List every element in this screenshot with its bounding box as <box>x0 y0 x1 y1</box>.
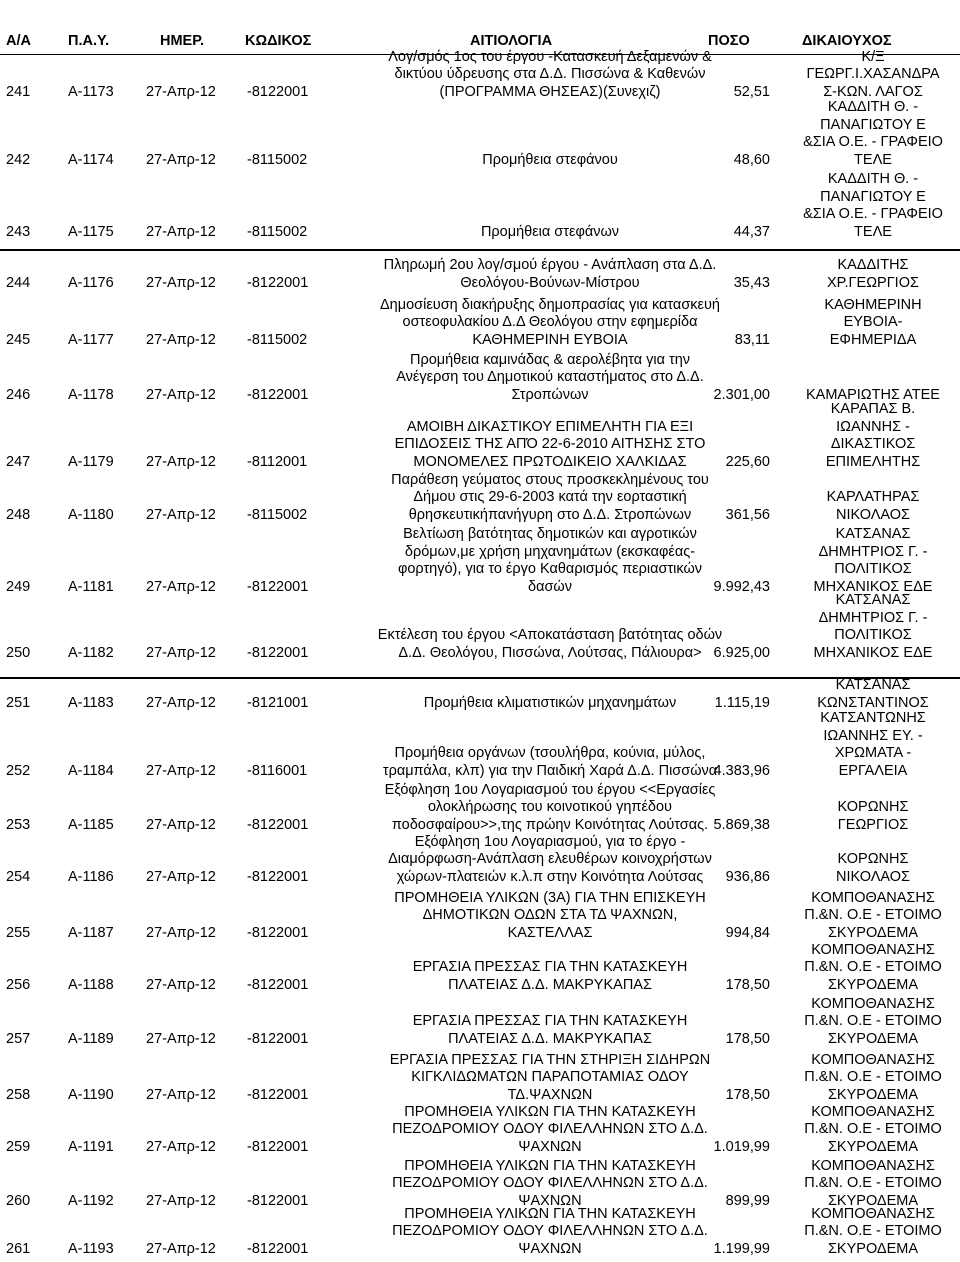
payment-order: Α-1176 <box>68 274 114 291</box>
row-amount: 9.992,43 <box>713 578 770 595</box>
payment-order: Α-1191 <box>68 1138 114 1155</box>
row-number: 245 <box>6 331 31 348</box>
payment-order: Α-1189 <box>68 1030 114 1047</box>
row-amount: 2.301,00 <box>713 386 770 403</box>
beneficiary-line: Π.&Ν. Ο.Ε - ΕΤΟΙΜΟ <box>804 1013 942 1030</box>
header-beneficiary: ΔΙΚΑΙΟΥΧΟΣ <box>802 33 892 49</box>
row-amount: 178,50 <box>725 1030 770 1047</box>
beneficiary-line: Π.&Ν. Ο.Ε - ΕΤΟΙΜΟ <box>804 907 942 924</box>
description-line: Στροπώνων <box>511 386 589 403</box>
row-amount: 178,50 <box>725 1086 770 1103</box>
description-line: ΚΑΣΤΕΛΛΑΣ <box>507 924 593 941</box>
row-amount: 1.115,19 <box>714 694 770 711</box>
description-line: ΕΡΓΑΣΙΑ ΠΡΕΣΣΑΣ ΓΙΑ ΤΗΝ ΚΑΤΑΣΚΕΥΗ <box>412 959 688 976</box>
description-line: ΕΡΓΑΣΙΑ ΠΡΕΣΣΑΣ ΓΙΑ ΤΗΝ ΚΑΤΑΣΚΕΥΗ <box>412 1013 688 1030</box>
beneficiary-line: ΚΟΜΠΟΘΑΝΑΣΗΣ <box>811 889 935 906</box>
account-code: -8122001 <box>247 1138 309 1155</box>
description-line: ΠΛΑΤΕΙΑΣ Δ.Δ. ΜΑΚΡΥΚΑΠΑΣ <box>448 976 652 993</box>
row-amount: 994,84 <box>725 924 770 941</box>
row-date: 27-Απρ-12 <box>146 506 216 523</box>
row-amount: 936,86 <box>725 868 770 885</box>
beneficiary-line: ΜΗΧΑΝΙΚΟΣ ΕΔΕ <box>813 644 933 661</box>
description-line: Διαμόρφωση-Ανάπλαση ελευθέρων κοινοχρήστων <box>388 851 712 868</box>
header-date: ΗΜΕΡ. <box>160 33 205 49</box>
row-number: 255 <box>6 924 31 941</box>
row-date: 27-Απρ-12 <box>146 331 216 348</box>
payment-order: Α-1178 <box>68 386 114 403</box>
row-amount: 5.869,38 <box>713 816 770 833</box>
beneficiary-line: ΤΕΛΕ <box>854 223 892 240</box>
payment-order: Α-1187 <box>68 924 114 941</box>
row-number: 256 <box>6 976 31 993</box>
beneficiary-line: ΚΟΡΩΝΗΣ <box>837 851 909 868</box>
beneficiary-line: ΚΟΡΩΝΗΣ <box>837 799 909 816</box>
beneficiary-line: Π.&Ν. Ο.Ε - ΕΤΟΙΜΟ <box>804 1121 942 1138</box>
row-amount: 1.199,99 <box>713 1240 770 1257</box>
beneficiary-line: ΚΑΤΣΑΝΤΩΝΗΣ <box>820 710 926 727</box>
account-code: -8122001 <box>247 1192 309 1209</box>
payment-order: Α-1180 <box>68 506 114 523</box>
payment-order: Α-1192 <box>68 1192 114 1209</box>
beneficiary-line: ΚΑΤΣΑΝΑΣ <box>835 592 911 609</box>
row-amount: 1.019,99 <box>713 1138 770 1155</box>
row-date: 27-Απρ-12 <box>146 223 216 240</box>
beneficiary-line: ΣΚΥΡΟΔΕΜΑ <box>827 1240 919 1257</box>
row-number: 242 <box>6 151 31 168</box>
description-line: ΠΕΖΟΔΡΟΜΙΟΥ ΟΔΟΥ ΦΙΛΕΛΛΗΝΩΝ ΣΤΟ Δ.Δ. <box>392 1175 708 1192</box>
description-line: τραμπάλα, κλπ) για την Παιδική Χαρά Δ.Δ. Πισσώνα <box>382 762 718 779</box>
beneficiary-line: ΣΚΥΡΟΔΕΜΑ <box>827 1192 919 1209</box>
account-code: -8122001 <box>247 386 309 403</box>
account-code: -8115002 <box>247 331 308 348</box>
header-aa: Α/Α <box>6 33 31 49</box>
payment-order: Α-1175 <box>68 223 114 240</box>
description-line: οστεοφυλακίου Δ.Δ Θεολόγου στην εφημερίδα <box>402 314 698 331</box>
beneficiary-line: ΧΡ.ΓΕΩΡΓΙΟΣ <box>827 274 919 291</box>
beneficiary-line: ΠΟΛΙΤΙΚΟΣ <box>834 627 912 644</box>
beneficiary-line: ΣΚΥΡΟΔΕΜΑ <box>827 1138 919 1155</box>
header-pay: Π.Α.Υ. <box>68 33 110 49</box>
payment-order: Α-1183 <box>68 694 114 711</box>
payment-order: Α-1185 <box>68 816 114 833</box>
beneficiary-line: ΔΙΚΑΣΤΙΚΟΣ <box>830 436 916 453</box>
description-line: ΠΡΟΜΗΘΕΙΑ ΥΛΙΚΩΝ ΓΙΑ ΤΗΝ ΚΑΤΑΣΚΕΥΗ <box>404 1157 696 1174</box>
beneficiary-line: ΣΚΥΡΟΔΕΜΑ <box>827 976 919 993</box>
row-date: 27-Απρ-12 <box>146 83 216 100</box>
beneficiary-line: ΙΩΑΝΝΗΣ - <box>836 418 910 435</box>
account-code: -8115002 <box>247 151 308 168</box>
row-number: 251 <box>6 694 31 711</box>
row-number: 258 <box>6 1086 31 1103</box>
beneficiary-line: Π.&Ν. Ο.Ε - ΕΤΟΙΜΟ <box>804 1175 942 1192</box>
description-line: ΕΡΓΑΣΙΑ ΠΡΕΣΣΑΣ ΓΙΑ ΤΗΝ ΣΤΗΡΙΞΗ ΣΙΔΗΡΩΝ <box>389 1051 711 1068</box>
beneficiary-line: ΕΡΓΑΛΕΙΑ <box>838 762 908 779</box>
beneficiary-line: ΚΑΔΔΙΤΗ Θ. - <box>827 99 919 116</box>
description-line: ΨΑΧΝΩΝ <box>518 1138 582 1155</box>
row-amount: 6.925,00 <box>713 644 770 661</box>
beneficiary-line: Π.&Ν. Ο.Ε - ΕΤΟΙΜΟ <box>804 1069 942 1086</box>
description-line: ΨΑΧΝΩΝ <box>518 1192 582 1209</box>
row-date: 27-Απρ-12 <box>146 924 216 941</box>
beneficiary-line: ΚΑΔΔΙΤΗΣ <box>837 257 909 274</box>
beneficiary-line: ΣΚΥΡΟΔΕΜΑ <box>827 1030 919 1047</box>
beneficiary-line: ΚΑΡΛΑΤΗΡΑΣ <box>826 489 920 506</box>
description-line: ΑΜΟΙΒΗ ΔΙΚΑΣΤΙΚΟΥ ΕΠΙΜΕΛΗΤΗ ΓΙΑ ΕΞΙ <box>406 418 694 435</box>
beneficiary-line: ΔΗΜΗΤΡΙΟΣ Γ. - <box>818 609 928 626</box>
row-number: 244 <box>6 274 31 291</box>
beneficiary-line: ΚΟΜΠΟΘΑΝΑΣΗΣ <box>811 1205 935 1222</box>
description-line: Προμήθεια στεφάνων <box>480 223 620 240</box>
beneficiary-line: ΓΕΩΡΓΙΟΣ <box>837 816 909 833</box>
description-line: Εκτέλεση του έργου <Αποκατάσταση βατότητας οδών <box>377 627 723 644</box>
description-line: ΠΡΟΜΗΘΕΙΑ ΥΛΙΚΩΝ ΓΙΑ ΤΗΝ ΚΑΤΑΣΚΕΥΗ <box>404 1205 696 1222</box>
account-code: -8122001 <box>247 1086 309 1103</box>
payment-order: Α-1193 <box>68 1240 114 1257</box>
description-line: Προμήθεια οργάνων (τσουλήθρα, κούνια, μύλος, <box>394 745 706 762</box>
beneficiary-line: ΝΙΚΟΛΑΟΣ <box>835 506 911 523</box>
beneficiary-line: &ΣΙΑ Ο.Ε. - ΓΡΑΦΕΙΟ <box>803 206 943 223</box>
description-line: Εξόφληση 1ου Λογαριασμού, για το έργο - <box>414 833 686 850</box>
beneficiary-line: ΚΑΔΔΙΤΗ Θ. - <box>827 171 919 188</box>
beneficiary-line: ΕΦΗΜΕΡΙΔΑ <box>829 331 917 348</box>
payment-order: Α-1181 <box>68 578 114 595</box>
account-code: -8122001 <box>247 816 309 833</box>
row-amount: 178,50 <box>725 976 770 993</box>
row-date: 27-Απρ-12 <box>146 976 216 993</box>
beneficiary-line: ΧΡΩΜΑΤΑ - <box>834 745 912 762</box>
row-date: 27-Απρ-12 <box>146 578 216 595</box>
row-amount: 35,43 <box>733 274 770 291</box>
beneficiary-line: ΜΗΧΑΝΙΚΟΣ ΕΔΕ <box>813 578 933 595</box>
description-line: ΚΑΘΗΜΕΡΙΝΗ ΕΥΒΟΙΑ <box>472 331 628 348</box>
description-line: Προμήθεια κλιματιστικών μηχανημάτων <box>423 694 677 711</box>
beneficiary-line: ΚΑΡΑΠΑΣ Β. <box>830 401 916 418</box>
description-line: ΤΔ.ΨΑΧΝΩΝ <box>507 1086 593 1103</box>
beneficiary-line: ΣΚΥΡΟΔΕΜΑ <box>827 1086 919 1103</box>
row-number: 259 <box>6 1138 31 1155</box>
account-code: -8122001 <box>247 578 309 595</box>
beneficiary-line: ΓΕΩΡΓ.Ι.ΧΑΣΑΝΔΡΑ <box>806 66 940 83</box>
account-code: -8115002 <box>247 223 308 240</box>
beneficiary-line: &ΣΙΑ Ο.Ε. - ΓΡΑΦΕΙΟ <box>803 134 943 151</box>
description-line: Πληρωμή 2ου λογ/σμού έργου - Ανάπλαση στα Δ.Δ. <box>383 257 717 274</box>
description-line: Λογ/σμός 1ος του έργου -Κατασκευή Δεξαμενών & <box>388 48 712 65</box>
account-code: -8121001 <box>247 694 309 711</box>
row-number: 250 <box>6 644 31 661</box>
header-code: ΚΩΔΙΚΟΣ <box>245 33 312 49</box>
beneficiary-line: ΚΟΜΠΟΘΑΝΑΣΗΣ <box>811 1157 935 1174</box>
account-code: -8122001 <box>247 644 309 661</box>
row-date: 27-Απρ-12 <box>146 762 216 779</box>
section-rule-bottom <box>0 249 960 250</box>
beneficiary-line: ΚΑΜΑΡΙΩΤΗΣ ΑΤΕΕ <box>806 386 940 403</box>
description-line: ολοκλήρωσης του κοινοτικού γηπέδου <box>428 799 672 816</box>
description-line: Εξόφληση 1ου Λογαριασμού του έργου <<Εργασίες <box>384 781 716 798</box>
payment-order: Α-1184 <box>68 762 114 779</box>
beneficiary-line: ΠΟΛΙΤΙΚΟΣ <box>834 561 912 578</box>
row-date: 27-Απρ-12 <box>146 694 216 711</box>
beneficiary-line: ΚΩΝΣΤΑΝΤΙΝΟΣ <box>817 694 929 711</box>
beneficiary-line: ΚΟΜΠΟΘΑΝΑΣΗΣ <box>811 941 935 958</box>
description-line: δασών <box>528 578 572 595</box>
description-line: Παράθεση γεύματος στους προσκεκλημένους του <box>391 471 709 488</box>
description-line: ΕΠΙΔΟΣΕΙΣ ΤΗΣ ΑΠΌ 22-6-2010 ΑΙΤΗΣΗΣ ΣΤΟ <box>394 436 706 453</box>
description-line: Βελτίωση βατότητας δημοτικών και αγροτικών <box>403 526 697 543</box>
payment-order: Α-1174 <box>68 151 114 168</box>
description-line: χώρων-πλατειών κ.λ.π στην Κοινότητα Λούτσας <box>396 868 704 885</box>
beneficiary-line: ΠΑΝΑΓΙΩΤΟΥ Ε <box>820 116 926 133</box>
payment-order: Α-1173 <box>68 83 114 100</box>
account-code: -8115002 <box>247 506 308 523</box>
description-line: ΠΕΖΟΔΡΟΜΙΟΥ ΟΔΟΥ ΦΙΛΕΛΛΗΝΩΝ ΣΤΟ Δ.Δ. <box>392 1121 708 1138</box>
row-number: 241 <box>6 83 31 100</box>
description-line: Δημοσίευση διακήρυξης δημοπρασίας για κατασκευή <box>380 296 720 313</box>
row-date: 27-Απρ-12 <box>146 386 216 403</box>
beneficiary-line: ΚΟΜΠΟΘΑΝΑΣΗΣ <box>811 1051 935 1068</box>
description-line: Ανέγερση του Δημοτικού καταστήματος στο Δ.Δ. <box>396 369 704 386</box>
row-date: 27-Απρ-12 <box>146 1240 216 1257</box>
row-number: 257 <box>6 1030 31 1047</box>
row-number: 247 <box>6 453 31 470</box>
beneficiary-line: ΚΑΘΗΜΕΡΙΝΗ <box>824 296 922 313</box>
description-line: δρόμων,με χρήση μηχανημάτων (εκσκαφέας- <box>404 543 696 560</box>
beneficiary-line: ΔΗΜΗΤΡΙΟΣ Γ. - <box>818 543 928 560</box>
row-date: 27-Απρ-12 <box>146 868 216 885</box>
account-code: -8116001 <box>247 762 308 779</box>
row-date: 27-Απρ-12 <box>146 644 216 661</box>
row-date: 27-Απρ-12 <box>146 1086 216 1103</box>
row-amount: 48,60 <box>733 151 770 168</box>
beneficiary-line: ΝΙΚΟΛΑΟΣ <box>835 868 911 885</box>
payment-order: Α-1177 <box>68 331 114 348</box>
row-date: 27-Απρ-12 <box>146 1192 216 1209</box>
description-line: ΜΟΝΟΜΕΛΕΣ ΠΡΩΤΟΔΙΚΕΙΟ ΧΑΛΚΙΔΑΣ <box>413 453 687 470</box>
row-number: 249 <box>6 578 31 595</box>
description-line: θρησκευτικήπανήγυρη στο Δ.Δ. Στροπώνων <box>408 506 692 523</box>
row-amount: 44,37 <box>733 223 770 240</box>
description-line: (ΠΡΟΓΡΑΜΜΑ ΘΗΣΕΑΣ)(Συνεχιζ) <box>439 83 661 100</box>
description-line: ποδοσφαίρου>>,της πρώην Κοινότητας Λούτσας. <box>391 816 709 833</box>
description-line: ΨΑΧΝΩΝ <box>518 1240 582 1257</box>
row-amount: 899,99 <box>725 1192 770 1209</box>
row-amount: 52,51 <box>733 83 770 100</box>
account-code: -8122001 <box>247 868 309 885</box>
row-amount: 361,56 <box>725 506 770 523</box>
row-number: 246 <box>6 386 31 403</box>
description-line: Δ.Δ. Θεολόγου, Πισσώνα, Λούτσας, Πάλιουρα> <box>398 644 702 661</box>
description-line: ΠΕΖΟΔΡΟΜΙΟΥ ΟΔΟΥ ΦΙΛΕΛΛΗΝΩΝ ΣΤΟ Δ.Δ. <box>392 1223 708 1240</box>
beneficiary-line: ΚΟΜΠΟΘΑΝΑΣΗΣ <box>811 1103 935 1120</box>
beneficiary-line: ΕΠΙΜΕΛΗΤΗΣ <box>825 453 921 470</box>
account-code: -8122001 <box>247 976 309 993</box>
account-code: -8122001 <box>247 274 309 291</box>
account-code: -8122001 <box>247 924 309 941</box>
row-date: 27-Απρ-12 <box>146 151 216 168</box>
description-line: Προμήθεια στεφάνου <box>482 151 618 168</box>
description-line: ΠΡΟΜΗΘΕΙΑ ΥΛΙΚΩΝ ΓΙΑ ΤΗΝ ΚΑΤΑΣΚΕΥΗ <box>404 1103 696 1120</box>
row-number: 261 <box>6 1240 31 1257</box>
payment-order: Α-1182 <box>68 644 114 661</box>
payment-order: Α-1186 <box>68 868 114 885</box>
beneficiary-line: ΕΥΒΟΙΑ- <box>843 314 903 331</box>
row-date: 27-Απρ-12 <box>146 1138 216 1155</box>
row-date: 27-Απρ-12 <box>146 274 216 291</box>
row-date: 27-Απρ-12 <box>146 1030 216 1047</box>
description-line: Θεολόγου-Βούνων-Μίστρου <box>460 274 640 291</box>
description-line: ΔΗΜΟΤΙΚΩΝ ΟΔΩΝ ΣΤΑ ΤΔ ΨΑΧΝΩΝ, <box>422 907 678 924</box>
beneficiary-line: ΣΚΥΡΟΔΕΜΑ <box>827 924 919 941</box>
row-number: 243 <box>6 223 31 240</box>
section-rule-top <box>0 250 960 251</box>
description-line: ΠΛΑΤΕΙΑΣ Δ.Δ. ΜΑΚΡΥΚΑΠΑΣ <box>448 1030 652 1047</box>
account-code: -8122001 <box>247 1240 309 1257</box>
header-description: ΑΙΤΙΟΛΟΓΙΑ <box>470 33 553 49</box>
row-number: 248 <box>6 506 31 523</box>
payment-order: Α-1188 <box>68 976 114 993</box>
account-code: -8122001 <box>247 1030 309 1047</box>
beneficiary-line: ΠΑΝΑΓΙΩΤΟΥ Ε <box>820 188 926 205</box>
account-code: -8112001 <box>247 453 308 470</box>
row-date: 27-Απρ-12 <box>146 453 216 470</box>
row-number: 254 <box>6 868 31 885</box>
beneficiary-line: ΚΟΜΠΟΘΑΝΑΣΗΣ <box>811 995 935 1012</box>
row-number: 260 <box>6 1192 31 1209</box>
payment-order: Α-1190 <box>68 1086 114 1103</box>
row-amount: 4.383,96 <box>713 762 770 779</box>
beneficiary-line: Σ-ΚΩΝ. ΛΑΓΟΣ <box>823 83 923 100</box>
beneficiary-line: ΚΑΤΣΑΝΑΣ <box>835 526 911 543</box>
description-line: Δήμου στις 29-6-2003 κατά την εορταστική <box>413 489 687 506</box>
beneficiary-line: ΙΩΑΝΝΗΣ ΕΥ. - <box>823 727 923 744</box>
row-number: 253 <box>6 816 31 833</box>
beneficiary-line: Π.&Ν. Ο.Ε - ΕΤΟΙΜΟ <box>804 1223 942 1240</box>
beneficiary-line: Π.&Ν. Ο.Ε - ΕΤΟΙΜΟ <box>804 959 942 976</box>
beneficiary-line: ΚΑΤΣΑΝΑΣ <box>835 677 911 694</box>
beneficiary-line: ΤΕΛΕ <box>854 151 892 168</box>
description-line: ΚΙΓΚΛΙΔΩΜΑΤΩΝ ΠΑΡΑΠΟΤΑΜΙΑΣ ΟΔΟΥ <box>411 1069 689 1086</box>
description-line: δικτύου ύδρευσης στα Δ.Δ. Πισσώνα & Καθενών <box>394 66 706 83</box>
account-code: -8122001 <box>247 83 309 100</box>
row-date: 27-Απρ-12 <box>146 816 216 833</box>
header-amount: ΠΟΣΟ <box>708 33 750 49</box>
row-amount: 83,11 <box>734 331 770 348</box>
row-number: 252 <box>6 762 31 779</box>
payment-order: Α-1179 <box>68 453 114 470</box>
description-line: Προμήθεια καμινάδας & αερολέβητα για την <box>409 351 691 368</box>
beneficiary-line: Κ/Ξ <box>861 48 885 65</box>
description-line: φορτηγό), για το έργο Καθαρισμός περιαστικών <box>397 561 703 578</box>
row-amount: 225,60 <box>725 453 770 470</box>
description-line: ΠΡΟΜΗΘΕΙΑ ΥΛΙΚΩΝ (3Α) ΓΙΑ ΤΗΝ ΕΠΙΣΚΕΥΗ <box>394 889 706 906</box>
